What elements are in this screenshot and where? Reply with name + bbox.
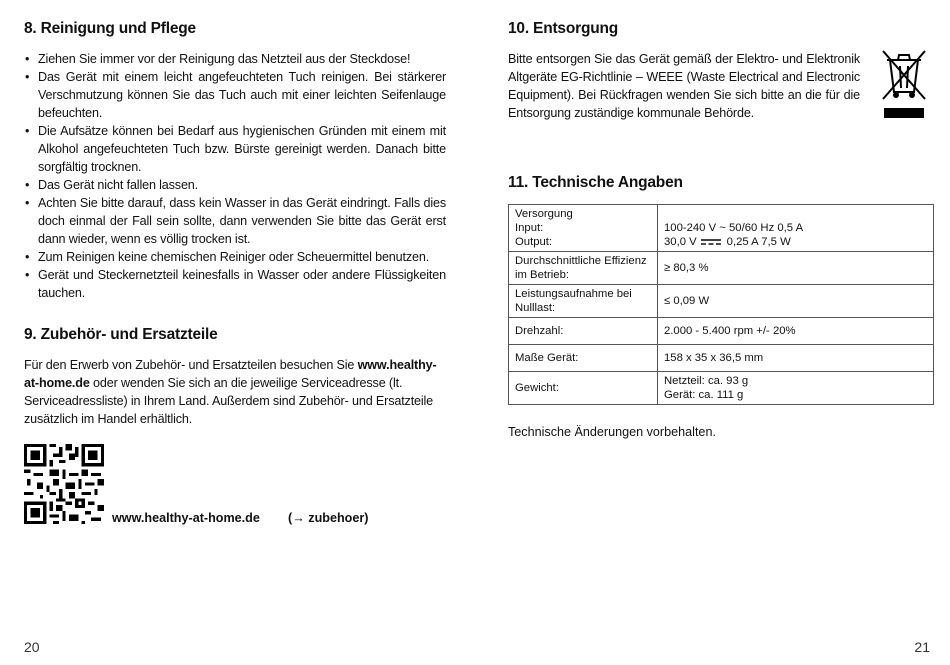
spec-value-supply bbox=[658, 205, 934, 252]
spec-value-noload: ≤ 0,09 W bbox=[658, 285, 934, 318]
table-row bbox=[509, 252, 934, 285]
section-10-title: 10. Entsorgung bbox=[508, 20, 619, 37]
list-item: • Ziehen Sie immer vor der Reinigung das Netzteil aus der Steckdose! bbox=[24, 50, 446, 68]
weight-device: Gerät: ca. 111 g bbox=[664, 389, 744, 401]
output-value bbox=[664, 235, 927, 249]
list-item: • Gerät und Steckernetzteil keinesfalls in Wasser oder andere Flüssigkeiten tauchen. bbox=[24, 266, 446, 302]
spec-value-efficiency: ≥ 80,3 % bbox=[658, 252, 934, 285]
output-label: Output: bbox=[515, 236, 553, 248]
page-number-left: 20 bbox=[24, 639, 40, 655]
supply-label: Versorgung bbox=[515, 208, 573, 220]
list-item: • Das Gerät nicht fallen lassen. bbox=[24, 176, 446, 194]
section-9-paragraph bbox=[24, 356, 442, 428]
section-9 bbox=[24, 326, 442, 428]
list-item: • Die Aufsätze können bei Bedarf aus hygienischen Gründen mit einem mit Alkohol angefeuchteten Tuch bzw. Bürste gereinigt werden. Danach bitte sorgfältig trocknen. bbox=[24, 122, 446, 176]
qr-url-path: (→ zubehoer) bbox=[288, 511, 369, 525]
input-label: Input: bbox=[515, 222, 544, 234]
page-number-right: 21 bbox=[914, 639, 930, 655]
section-8-title: 8. Reinigung und Pflege bbox=[24, 20, 196, 37]
accessories-link[interactable]: www.healthy-at-home.de bbox=[24, 358, 437, 390]
output-current-power: 0,25 A 7,5 W bbox=[726, 236, 791, 248]
table-row bbox=[509, 345, 934, 372]
left-page-content bbox=[24, 20, 446, 302]
spec-label-weight: Gewicht: bbox=[509, 372, 658, 405]
qr-code-block bbox=[24, 444, 444, 526]
spec-label-speed: Drehzahl: bbox=[509, 318, 658, 345]
list-item: • Achten Sie bitte darauf, dass kein Wasser in das Gerät eindringt. Falls dies doch einmal der Fall sein sollte, dann verwenden Sie bitte das Gerät erst dann wieder, wenn es völlig trocken ist. bbox=[24, 194, 446, 248]
technical-changes-note: Technische Änderungen vorbehalten. bbox=[508, 425, 716, 439]
table-row bbox=[509, 318, 934, 345]
crossed-out-wheelie-bin-icon bbox=[880, 48, 928, 120]
section-11-title: 11. Technische Angaben bbox=[508, 174, 683, 191]
section-11 bbox=[508, 174, 936, 405]
section-9-text-start: Für den Erwerb von Zubehör- und Ersatzteilen besuchen Sie bbox=[24, 358, 358, 372]
list-item: • Das Gerät mit einem leicht angefeuchteten Tuch reinigen. Bei stärkerer Verschmutzung können Sie das Tuch auch mit einer leichten Seifenlauge befeuchten. bbox=[24, 68, 446, 122]
weight-adapter: Netzteil: ca. 93 g bbox=[664, 375, 749, 387]
qr-website-url[interactable]: www.healthy-at-home.de bbox=[112, 511, 260, 525]
table-row bbox=[509, 285, 934, 318]
table-row bbox=[509, 372, 934, 405]
input-value: 100-240 V ~ 50/60 Hz 0,5 A bbox=[664, 222, 804, 234]
spec-value-weight bbox=[658, 372, 934, 405]
list-item: • Zum Reinigen keine chemischen Reiniger oder Scheuermittel benutzen. bbox=[24, 248, 446, 266]
section-9-title: 9. Zubehör- und Ersatzteile bbox=[24, 326, 218, 343]
qr-code[interactable] bbox=[24, 444, 104, 524]
technical-specs-table bbox=[508, 204, 934, 405]
section-9-text-end: oder wenden Sie sich an die jeweilige Serviceadresse (lt. Serviceadressliste) in Ihrem Land. Außerdem sind Zubehör- und Ersatzteile zusätzlich im Handel erhältlich. bbox=[24, 376, 434, 426]
section-10 bbox=[508, 20, 860, 122]
output-voltage: 30,0 V bbox=[664, 236, 697, 248]
dc-current-icon bbox=[701, 238, 721, 246]
spec-value-dimensions: 158 x 35 x 36,5 mm bbox=[658, 345, 934, 372]
cleaning-bullet-list bbox=[24, 50, 446, 302]
spec-value-speed: 2.000 - 5.400 rpm +/- 20% bbox=[658, 318, 934, 345]
spec-label-noload: Leistungsaufnahme bei Nulllast: bbox=[509, 285, 658, 318]
spec-label-supply bbox=[509, 205, 658, 252]
table-row bbox=[509, 205, 934, 252]
section-10-paragraph: Bitte entsorgen Sie das Gerät gemäß der Elektro- und Elektronik Altgeräte EG-Richtlinie – WEEE (Waste Electrical and Electronic Equipment). Bei Rückfragen wenden Sie sich bitte an die für die Entsorgung zuständige kommunale Behörde. bbox=[508, 52, 860, 120]
spec-label-dimensions: Maße Gerät: bbox=[509, 345, 658, 372]
spec-label-efficiency: Durchschnittliche Effizienz im Betrieb: bbox=[509, 252, 658, 285]
